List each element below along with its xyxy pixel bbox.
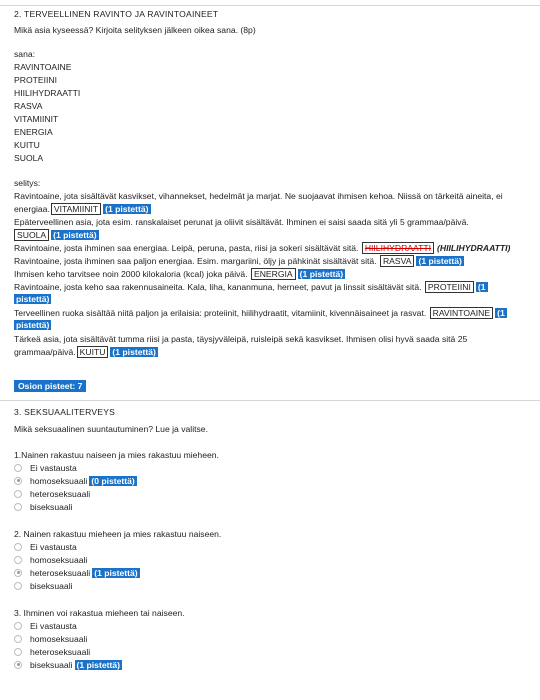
points-badge: (1	[497, 308, 505, 318]
radio-button-selected[interactable]	[14, 661, 22, 669]
words-heading: sana:	[14, 49, 36, 59]
explanation-text: Ravintoaine, josta ihminen saa paljon energiaa. Esim. margariini, öljy ja pähkinät sisältävät sitä.	[14, 256, 377, 266]
word-item: HIILIHYDRAATTI	[14, 88, 81, 98]
option-label: heteroseksuaali	[30, 568, 91, 578]
explanation-row	[14, 230, 99, 241]
explanation-row	[14, 256, 464, 267]
explanation-text: Terveellinen ruoka sisältää niitä paljon ja erilaisia: proteiinit, hiilihydraatit, vitamiinit, kivennäisaineet ja rasvat.	[14, 308, 427, 318]
points-badge: (1 pistettä)	[94, 568, 138, 578]
radio-button[interactable]	[14, 582, 22, 590]
option-label: biseksuaali	[30, 581, 73, 591]
radio-option[interactable]	[14, 542, 77, 553]
explanation-text: Ravintoaine, jota sisältävät kasvikset, vihannekset, hedelmät ja marjat. Ne suojaavat ihmisen kehoa. Niissä on tärkeitä aineita, ei	[14, 191, 503, 201]
explanation-row	[14, 308, 507, 319]
section-3-instruction: Mikä seksuaalinen suuntautuminen? Lue ja valitse.	[14, 424, 208, 434]
option-label: homoseksuaali	[30, 555, 88, 565]
word-item: PROTEIINI	[14, 75, 57, 85]
section-points-badge: Osion pisteet: 7	[14, 380, 86, 392]
radio-button[interactable]	[14, 490, 22, 498]
radio-option[interactable]	[14, 634, 87, 645]
word-item: RASVA	[14, 101, 43, 111]
word-item: ENERGIA	[14, 127, 53, 137]
explanation-text: Tärkeä asia, jota sisältävät tumma riisi ja pasta, täysjyväleipä, ruisleipä sekä kasvikset. Ihmisen olisi hyvä saada sitä 25	[14, 334, 468, 344]
explanation-row	[14, 347, 158, 358]
radio-button[interactable]	[14, 503, 22, 511]
correct-answer-note: (HIILIHYDRAATTI)	[437, 243, 511, 253]
answer-field[interactable]: PROTEIINI	[425, 281, 474, 293]
radio-option[interactable]	[14, 621, 77, 632]
points-badge: (0 pistettä)	[91, 476, 135, 486]
option-label: heteroseksuaali	[30, 489, 91, 499]
points-badge: (1	[477, 282, 486, 292]
word-item: KUITU	[14, 140, 40, 150]
points-badge: (1 pistettä)	[299, 269, 344, 279]
answer-field[interactable]: ENERGIA	[251, 268, 296, 280]
explanation-row	[14, 320, 51, 331]
explanation-text: grammaa/päivä.	[14, 347, 76, 357]
radio-button[interactable]	[14, 635, 22, 643]
explanations-heading: selitys:	[14, 178, 41, 188]
radio-button[interactable]	[14, 543, 22, 551]
radio-option[interactable]	[14, 568, 140, 579]
points-badge: (1 pistettä)	[112, 347, 156, 357]
points-badge: (1 pistettä)	[76, 660, 120, 670]
section-divider	[0, 400, 540, 401]
section-2-instruction: Mikä asia kyseessä? Kirjoita selityksen jälkeen oikea sana. (8p)	[14, 25, 256, 35]
points-badge: pistettä)	[16, 320, 50, 330]
radio-button-selected[interactable]	[14, 477, 22, 485]
explanation-text: Ravintoaine, josta ihminen saa energiaa. Leipä, peruna, pasta, riisi ja sokeri sisältävät sitä.	[14, 243, 359, 253]
answer-field[interactable]: SUOLA	[14, 229, 49, 241]
radio-button-selected[interactable]	[14, 569, 22, 577]
wrong-answer-field[interactable]: HIILIHYDRAATTI	[362, 242, 434, 254]
option-label: homoseksuaali	[30, 634, 88, 644]
explanation-text: Ihmisen keho tarvitsee noin 2000 kilokaloria (kcal) joka päivä.	[14, 269, 248, 279]
explanation-row	[14, 294, 51, 305]
explanation-text: Ravintoaine, josta keho saa rakennusaineita. Kala, liha, kananmuna, herneet, pavut ja linssit sisältävät sitä.	[14, 282, 422, 292]
points-badge: (1 pistettä)	[105, 204, 149, 214]
radio-option[interactable]	[14, 463, 77, 474]
radio-option[interactable]	[14, 581, 73, 592]
points-badge: pistettä)	[16, 294, 50, 304]
radio-option[interactable]	[14, 502, 73, 513]
radio-button[interactable]	[14, 556, 22, 564]
question-text: 3. Ihminen voi rakastua mieheen tai naiseen.	[14, 608, 185, 618]
answer-field[interactable]: KUITU	[77, 346, 109, 358]
word-item: VITAMIINIT	[14, 114, 59, 124]
explanation-row	[14, 243, 510, 254]
explanation-text: energiaa.	[14, 204, 50, 214]
word-item: RAVINTOAINE	[14, 62, 72, 72]
section-3-title: 3. SEKSUAALITERVEYS	[14, 407, 116, 417]
radio-button[interactable]	[14, 622, 22, 630]
word-item: SUOLA	[14, 153, 44, 163]
option-label: Ei vastausta	[30, 542, 77, 552]
option-label: Ei vastausta	[30, 621, 77, 631]
radio-option[interactable]	[14, 489, 90, 500]
question-text: 2. Nainen rakastuu mieheen ja mies rakastuu naiseen.	[14, 529, 222, 539]
explanation-row	[14, 282, 488, 293]
radio-button[interactable]	[14, 464, 22, 472]
explanation-text: Epäterveellinen asia, jota esim. ranskalaiset perunat ja oliivit sisältävät. Ihminen ei saisi saada sitä yli 5 grammaa/päivä.	[14, 217, 469, 227]
answer-field[interactable]: RAVINTOAINE	[430, 307, 493, 319]
section-2-title: 2. TERVEELLINEN RAVINTO JA RAVINTOAINEET	[14, 9, 219, 19]
answer-field[interactable]: VITAMIINIT	[51, 203, 101, 215]
option-label: biseksuaali	[30, 660, 73, 670]
explanation-row	[14, 204, 151, 215]
question-text: 1.Nainen rakastuu naiseen ja mies rakastuu mieheen.	[14, 450, 219, 460]
radio-option[interactable]	[14, 555, 87, 566]
explanation-row	[14, 269, 345, 280]
top-divider	[0, 5, 540, 6]
radio-option[interactable]	[14, 647, 90, 658]
option-label: homoseksuaali	[30, 476, 88, 486]
points-badge: (1 pistettä)	[418, 256, 462, 266]
option-label: biseksuaali	[30, 502, 73, 512]
points-badge: (1 pistettä)	[53, 230, 97, 240]
radio-option[interactable]	[14, 660, 122, 671]
radio-option[interactable]	[14, 476, 137, 487]
option-label: Ei vastausta	[30, 463, 77, 473]
option-label: heteroseksuaali	[30, 647, 91, 657]
answer-field[interactable]: RASVA	[380, 255, 415, 267]
radio-button[interactable]	[14, 648, 22, 656]
